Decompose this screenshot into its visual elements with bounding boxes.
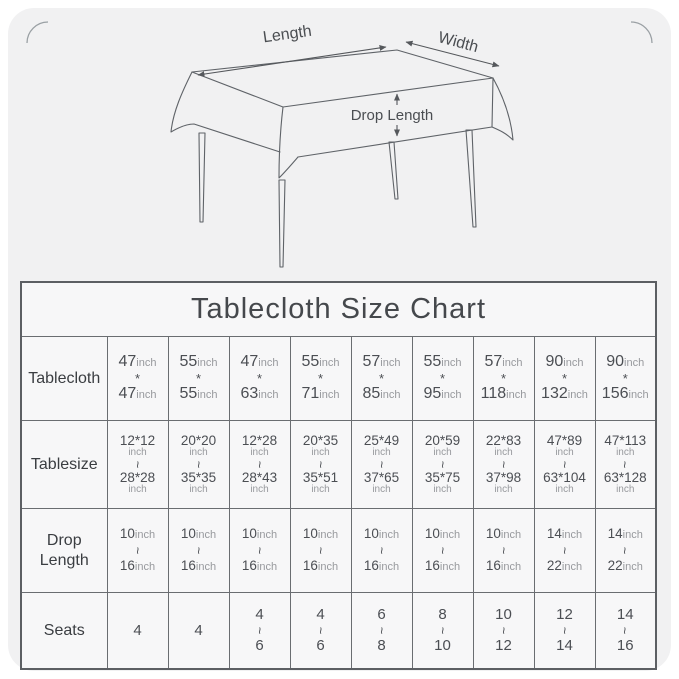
drop_length-cell-5: 10inch ~ 16inch (351, 509, 412, 593)
row-header-drop-length: Drop Length (21, 509, 107, 593)
drop-length-row (21, 509, 656, 593)
row-header-tablecloth: Tablecloth (21, 337, 107, 421)
seats-cell-3: 4 ~ 6 (229, 593, 290, 670)
drop_length-cell-2: 10inch ~ 16inch (168, 509, 229, 593)
range-tilde: ~ (374, 626, 389, 635)
tablecloth-row (21, 337, 656, 421)
tablecloth-cell-1: 47inch * 47inch (107, 337, 168, 421)
range-tilde: ~ (313, 546, 328, 555)
tablecloth-cell-3: 47inch * 63inch (229, 337, 290, 421)
range-tilde: ~ (557, 460, 572, 469)
range-tilde: ~ (617, 626, 633, 635)
tablesize-cell-4: 20*35 inch ~ 35*51 inch (290, 421, 351, 509)
range-tilde: ~ (130, 460, 145, 469)
range-tilde: ~ (313, 460, 328, 469)
range-tilde: ~ (374, 546, 389, 555)
table-top-face (192, 50, 493, 107)
table-leg-left (199, 133, 205, 222)
tablesize-cell-8: 47*89 inch ~ 63*104 inch (534, 421, 595, 509)
table-leg-back (389, 142, 398, 199)
tablesize-cell-6: 20*59 inch ~ 35*75 inch (412, 421, 473, 509)
row-header-tablesize: Tablesize (21, 421, 107, 509)
tablecloth-cell-6: 55inch * 95inch (412, 337, 473, 421)
tablecloth-cell-9: 90inch * 156inch (595, 337, 656, 421)
corner-arc-left (27, 22, 48, 43)
tablecloth-cell-8: 90inch * 132inch (534, 337, 595, 421)
range-tilde: ~ (313, 626, 328, 635)
range-tilde: ~ (496, 546, 511, 555)
range-tilde: ~ (374, 460, 389, 469)
drop_length-cell-9: 14inch ~ 22inch (595, 509, 656, 593)
corner-arc-right (631, 22, 652, 43)
range-tilde: ~ (435, 546, 450, 555)
range-tilde: ~ (191, 460, 206, 469)
tablesize-cell-3: 12*28 inch ~ 28*43 inch (229, 421, 290, 509)
row-header-seats: Seats (21, 593, 107, 670)
range-tilde: ~ (435, 460, 450, 469)
drop-length-label: Drop Length (350, 107, 434, 124)
seats-cell-4: 4 ~ 6 (290, 593, 351, 670)
seats-cell-1: 4 (107, 593, 168, 670)
table-illustration (0, 0, 679, 278)
drop_length-cell-6: 10inch ~ 16inch (412, 509, 473, 593)
seats-cell-6: 8 ~ 10 (412, 593, 473, 670)
range-tilde: ~ (496, 626, 511, 635)
range-tilde: ~ (252, 626, 267, 635)
drop_length-cell-4: 10inch ~ 16inch (290, 509, 351, 593)
range-tilde: ~ (435, 626, 450, 635)
title-row (21, 282, 656, 337)
tablecloth-cell-2: 55inch * 55inch (168, 337, 229, 421)
range-tilde: ~ (130, 546, 145, 555)
range-tilde: ~ (252, 460, 267, 469)
length-label: Length (261, 22, 313, 47)
drop_length-cell-7: 10inch ~ 16inch (473, 509, 534, 593)
drop_length-cell-1: 10inch ~ 16inch (107, 509, 168, 593)
table-leg-right (466, 130, 476, 227)
range-tilde: ~ (617, 460, 633, 469)
tablesize-cell-2: 20*20 inch ~ 35*35 inch (168, 421, 229, 509)
seats-cell-8: 12 ~ 14 (534, 593, 595, 670)
tablesize-cell-5: 25*49 inch ~ 37*65 inch (351, 421, 412, 509)
seats-cell-2: 4 (168, 593, 229, 670)
cloth-left-flap (171, 72, 280, 152)
tablecloth-cell-7: 57inch * 118inch (473, 337, 534, 421)
cloth-right-flap (492, 78, 513, 140)
tablesize-row (21, 421, 656, 509)
seats-cell-7: 10 ~ 12 (473, 593, 534, 670)
tablesize-cell-9: 47*113 inch ~ 63*128 inch (595, 421, 656, 509)
range-tilde: ~ (617, 546, 633, 555)
seats-row (21, 593, 656, 670)
size-chart-table (20, 281, 657, 670)
seats-cell-9: 14 ~ 16 (595, 593, 656, 670)
tablesize-cell-7: 22*83 inch ~ 37*98 inch (473, 421, 534, 509)
cloth-corner-fold (279, 107, 298, 178)
range-tilde: ~ (557, 626, 572, 635)
range-tilde: ~ (252, 546, 267, 555)
range-tilde: ~ (557, 546, 572, 555)
tablecloth-cell-4: 55inch * 71inch (290, 337, 351, 421)
tablesize-cell-1: 12*12 inch ~ 28*28 inch (107, 421, 168, 509)
width-label: Width (436, 29, 481, 57)
table-leg-front (279, 180, 285, 267)
drop_length-cell-8: 14inch ~ 22inch (534, 509, 595, 593)
range-tilde: ~ (191, 546, 206, 555)
chart-title: Tablecloth Size Chart (21, 282, 656, 337)
range-tilde: ~ (496, 460, 511, 469)
length-arrow (198, 47, 386, 75)
seats-cell-5: 6 ~ 8 (351, 593, 412, 670)
tablecloth-cell-5: 57inch * 85inch (351, 337, 412, 421)
drop_length-cell-3: 10inch ~ 16inch (229, 509, 290, 593)
